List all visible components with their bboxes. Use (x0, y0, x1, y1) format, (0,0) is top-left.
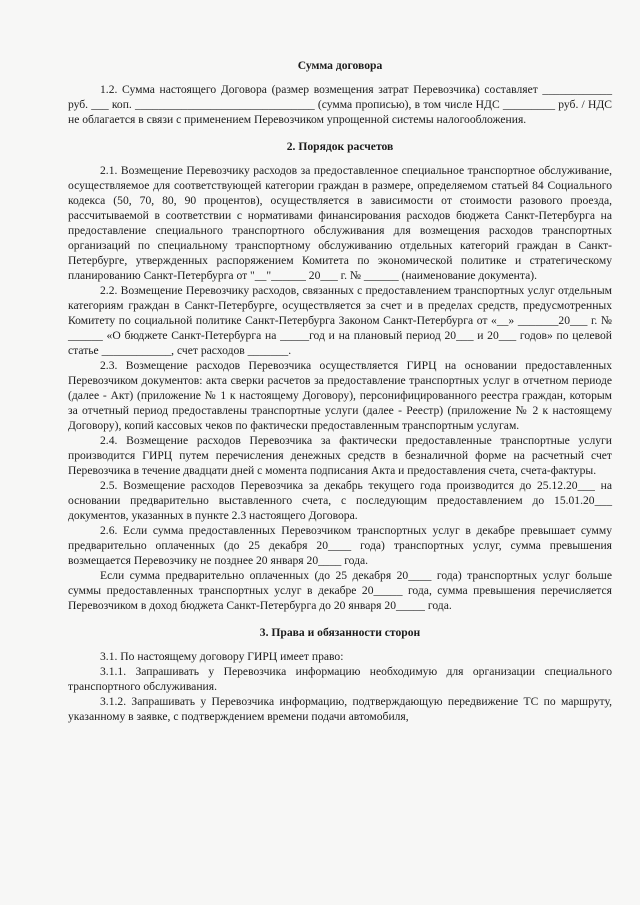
clause-2-2: 2.2. Возмещение Перевозчику расходов, связанных с предоставлением транспортных услуг отдельным категориям граждан в Санкт-Петербурге, осуществляется за счет и в пределах средств, предусмотренных Комитету по социальной политике Санкт-Петербурга Законом Санкт-Петербурга от «__» _______20___ г. № ______ «О бюджете Санкт-Петербурга на _____год и на плановый период 20___ и 20___ годов» по целевой статье ____________, счет расходов _______. (68, 284, 612, 357)
heading-contract-sum: Сумма договора (297, 59, 383, 72)
clause-2-3: 2.3. Возмещение расходов Перевозчика осуществляется ГИРЦ на основании предоставленных Перевозчиком документов: акта сверки расчетов за предоставление транспортных услуг в отчетном периоде (далее - Акт) (приложение № 1 к настоящему Договору), персонифицированного реестра граждан, которым за отчетный период предоставлены транспортные услуги (далее - Реестр) (приложение № 2 к настоящему Договору), копий кассовых чеков по фактически предоставленным транспортным услугам. (68, 359, 612, 432)
clause-3-1-1: 3.1.1. Запрашивать у Перевозчика информацию необходимую для организации специального транспортного обслуживания. (68, 665, 612, 693)
clause-3-1-2: 3.1.2. Запрашивать у Перевозчика информацию, подтверждающую передвижение ТС по маршруту, указанному в заявке, с подтверждением времени подачи автомобиля, (68, 695, 612, 723)
clause-2-1: 2.1. Возмещение Перевозчику расходов за предоставленное специальное транспортное обслуживание, осуществляемое для соответствующей категории граждан в размере, определяемом статьей 84 Социального кодекса (50, 70, 80, 90 процентов), осуществляется в зависимости от стоимости разового проезда, рассчитываемой в соответствии с нормативами финансирования расходов бюджета Санкт-Петербурга на предоставление специального транспортного обслуживания для возмещения расходов транспортных организаций по специальному транспортному обслуживанию отдельных категорий граждан в Санкт-Петербурге, утвержденных распоряжением Комитета по экономической политике и стратегическому планированию Санкт-Петербурга от "__"______ 20___ г. № ______ (наименование документа). (68, 164, 612, 282)
clause-2-6-continued: Если сумма предварительно оплаченных (до 25 декабря 20____ года) транспортных услуг больше суммы предоставленных транспортных услуг в декабре 20_____ года, сумма превышения перечисляется Перевозчиком в доход бюджета Санкт-Петербурга до 20 января 20_____ года. (68, 569, 612, 612)
heading-section-2: 2. Порядок расчетов (286, 140, 394, 153)
clause-2-5: 2.5. Возмещение расходов Перевозчика за декабрь текущего года производится до 25.12.20___ на основании предварительно выставленного счета, с последующим предоставлением до 15.01.20___ документов, указанных в пункте 2.3 настоящего Договора. (68, 479, 612, 522)
clause-3-1: 3.1. По настоящему договору ГИРЦ имеет право: (100, 650, 344, 663)
clause-1-2: 1.2. Сумма настоящего Договора (размер возмещения затрат Перевозчика) составляет ____________ руб. ___ коп. _______________________________ (сумма прописью), в том числе НДС _________ руб. / НДС не облагается в связи с применением Перевозчиком упрощенной системы налогообложения. (68, 83, 612, 126)
clause-2-6: 2.6. Если сумма предоставленных Перевозчиком транспортных услуг в декабре превышает сумму предварительно оплаченных (до 25 декабря 20____ года) транспортных услуг, сумма превышения возмещается Перевозчику не позднее 20 января 20____ года. (68, 524, 612, 567)
clause-2-4: 2.4. Возмещение расходов Перевозчика за фактически предоставленные транспортные услуги производится ГИРЦ путем перечисления денежных средств в безналичной форме на расчетный счет Перевозчика в течение двадцати дней с момента подписания Акта и предоставления счета, счета-фактуры. (68, 434, 612, 477)
heading-section-3: 3. Права и обязанности сторон (259, 626, 421, 639)
